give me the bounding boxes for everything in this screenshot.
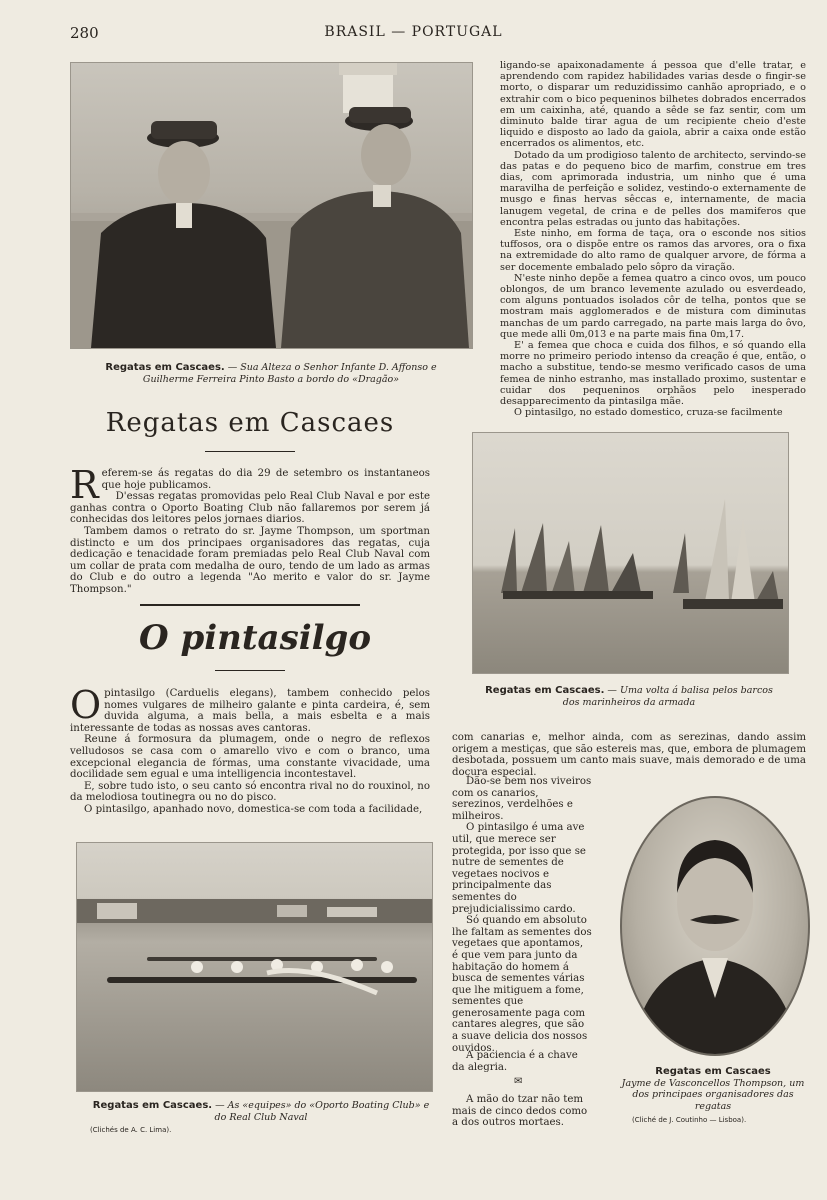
right-paragraph: ligando-se apaixonadamente á pessoa que d'elle tratar, e aprendendo com rapidez habilidades varias desde o fingir-se morto, o disparar um reduzidissimo canhão apropriado, e o extrahir com o bico pequeninos bilhetes dobrados encerrados em um caixinha, até, quando a sêde se faz sentir, com um diminuto balde tirar agua de um recipiente cheio d'este liquido e disposto ao lado da gaiola, abrir a caixa onde estão encerrados os alimentos, etc. <box>500 60 806 150</box>
narrow-column-text <box>452 776 592 1054</box>
photo-rowing <box>76 842 433 1092</box>
photo3-caption <box>86 1100 436 1123</box>
narrow-paragraph: Dão-se bem nos viveiros com os canarios, serezinos, verdelhões e milheiros. <box>452 776 592 822</box>
right-column-top-text <box>500 60 806 419</box>
right-paragraph: N'este ninho depõe a femea quatro a cinco ovos, um pouco oblongos, de um branco levemente azulado ou esverdeado, com alguns pontuados isolados côr de telha, pontos que se mostram mais agglomerados e de mistura com diminutas manchas de um pardo carregado, na parte mais larga do ôvo, que mede alli 0m,013 e na parte mais fina 0m,17. <box>500 272 806 340</box>
photo1-caption-title: Regatas em Cascaes. <box>105 362 225 373</box>
photo3-caption-text: As «equipes» do «Oporto Boating Club» e do Real Club Naval <box>214 1100 430 1123</box>
photo2-caption-dash: — <box>604 685 620 696</box>
title-divider <box>205 451 295 452</box>
maxim-2 <box>452 1094 592 1129</box>
photo2-caption-title: Regatas em Cascaes. <box>485 685 605 696</box>
page-number: 280 <box>70 24 99 42</box>
maxim-2-text: A mão do tzar não tem mais de cinco dedos como a dos outros mortaes. <box>452 1094 588 1129</box>
right-column-mid-text <box>452 732 806 778</box>
maxim-1-text: A paciencia é a chave da alegria. <box>452 1050 578 1073</box>
photo3-caption-title: Regatas em Cascaes. <box>92 1100 213 1111</box>
narrow-paragraph: Só quando em absoluto lhe faltam as sementes dos vegetaes que apontamos, é que vem para junto da habitação do homem á busca de sementes várias que lhe mitiguem a fome, sementes que generosamente paga com cantares alegres, que são a suave delicia dos nossos ouvidos. <box>452 915 592 1054</box>
drop-cap-o: O <box>70 683 102 727</box>
title-divider-2 <box>215 670 285 671</box>
photo1-caption-text: Sua Alteza o Senhor Infante D. Affonso e Guilherme Ferreira Pinto Basto a bordo do «Dragão» <box>142 362 437 385</box>
section1-paragraph: eferem-se ás regatas do dia 29 de setembro os instantaneos que hoje publicamos. <box>101 468 430 491</box>
section-divider <box>140 604 360 606</box>
photo3-caption-dash: — <box>212 1100 228 1111</box>
right-mid-paragraph: com canarias e, melhor ainda, com as serezinas, dando assim origem a mestiças, que são estereis mas, que, embora de plumagem desbotada, possuem um canto mais suave, mais demorado e de uma doçura especial. <box>452 732 806 778</box>
photo1-caption <box>86 362 456 385</box>
section2-paragraph: E, sobre tudo isto, o seu canto só encontra rival no do rouxinol, no da melodiosa toutinegra ou no do pisco. <box>70 780 430 804</box>
photo2-caption-text: Uma volta á balisa pelos barcos dos marinheiros da armada <box>562 685 773 708</box>
photo3-credit: (Clichés de A. C. Lima). <box>90 1126 172 1134</box>
section2-body <box>70 683 430 816</box>
section1-body <box>70 463 430 596</box>
drop-cap-r: R <box>70 463 99 507</box>
photo-officers <box>70 62 473 349</box>
ornament-icon: ✉ <box>514 1076 523 1087</box>
portrait-caption-title: Regatas em Cascaes <box>655 1066 771 1077</box>
section1-paragraph: Tambem damos o retrato do sr. Jayme Thompson, um sportman distincto e um dos principaes organisadores das regatas, cuja dedicação e tenacidade foram premiadas pelo Real Club Naval com um collar de prata com medalha de ouro, tendo de um lado as armas do Club e do outro a legenda "Ao merito e valor do sr. Jayme Thompson." <box>70 525 430 595</box>
right-paragraph: Dotado da um prodigioso talento de architecto, servindo-se das patas e do pequeno bico de marfim, construe em tres dias, com aprimorada industria, um ninho que é uma maravilha de perfeição e solidez, vestindo-o externamente de musgo e finas hervas sêccas e, internamente, de macia lanugem vegetal, de crina e de pelles dos mamiferos que encontra pelas estradas ou junto das habitações. <box>500 149 806 228</box>
portrait-oval <box>620 796 810 1056</box>
portrait-caption-text: Jayme de Vasconcellos Thompson, um dos principaes organisadores das regatas <box>621 1077 805 1112</box>
section1-paragraph: D'essas regatas promovidas pelo Real Club Naval e por este ganhas contra o Oporto Boating Club não fallaremos por serem já conhecidas dos leitores pelos jornaes diarios. <box>70 491 430 526</box>
maxim-1 <box>452 1050 592 1073</box>
photo2-caption <box>476 685 782 708</box>
section2-paragraph: pintasilgo (Carduelis elegans), tambem conhecido pelos nomes vulgares de milheiro galante e pinta cardeira, é, sem duvida alguma, a mais bella, a mais esbelta e a mais interessante de todas as nossas aves cantoras. <box>70 688 430 734</box>
section2-paragraph: O pintasilgo, apanhado novo, domestica-se com toda a facilidade, <box>84 803 423 815</box>
portrait-credit: (Cliché de J. Coutinho — Lisboa). <box>632 1116 747 1124</box>
right-paragraph: E' a femea que choca e cuida dos filhos, e só quando ella morre no primeiro periodo intenso da creação é que, então, o macho a substitue, tendo-se mesmo verificado casos de uma femea de ninho estranho, mas installado proximo, sustentar e cuidar dos pequeninos orphãos pelo inesperado desapparecimento da pintasilga mãe. <box>500 340 806 408</box>
section-title-regatas: Regatas em Cascaes <box>105 408 395 438</box>
photo-sailboats <box>472 432 789 674</box>
section-title-pintasilgo: O pintasilgo <box>138 618 372 658</box>
right-paragraph: O pintasilgo, no estado domestico, cruza-se facilmente <box>514 407 783 419</box>
portrait-caption <box>618 1066 808 1112</box>
narrow-paragraph: O pintasilgo é uma ave util, que merece ser protegida, por isso que se nutre de sementes de vegetaes nocivos e principalmente das sementes do prejudicialissimo cardo. <box>452 822 586 915</box>
section2-paragraph: Reune á formosura da plumagem, onde o negro de reflexos velludosos se casa com o amarello vivo e com o branco, uma excepcional elegancia de fórmas, uma constante vivacidade, uma docilidade sem egual e uma intelligencia incontestavel. <box>70 734 430 781</box>
photo1-caption-dash: — <box>224 362 241 373</box>
journal-title: BRASIL — PORTUGAL <box>324 24 503 40</box>
right-paragraph: Este ninho, em forma de taça, ora o esconde nos sitios tuffosos, ora o dispõe entre os ramos das arvores, ora o fixa na extremidade do alto ramo de qualquer arvore, de fórma a ser docemente embalado pelo sôpro da viração. <box>500 228 806 273</box>
